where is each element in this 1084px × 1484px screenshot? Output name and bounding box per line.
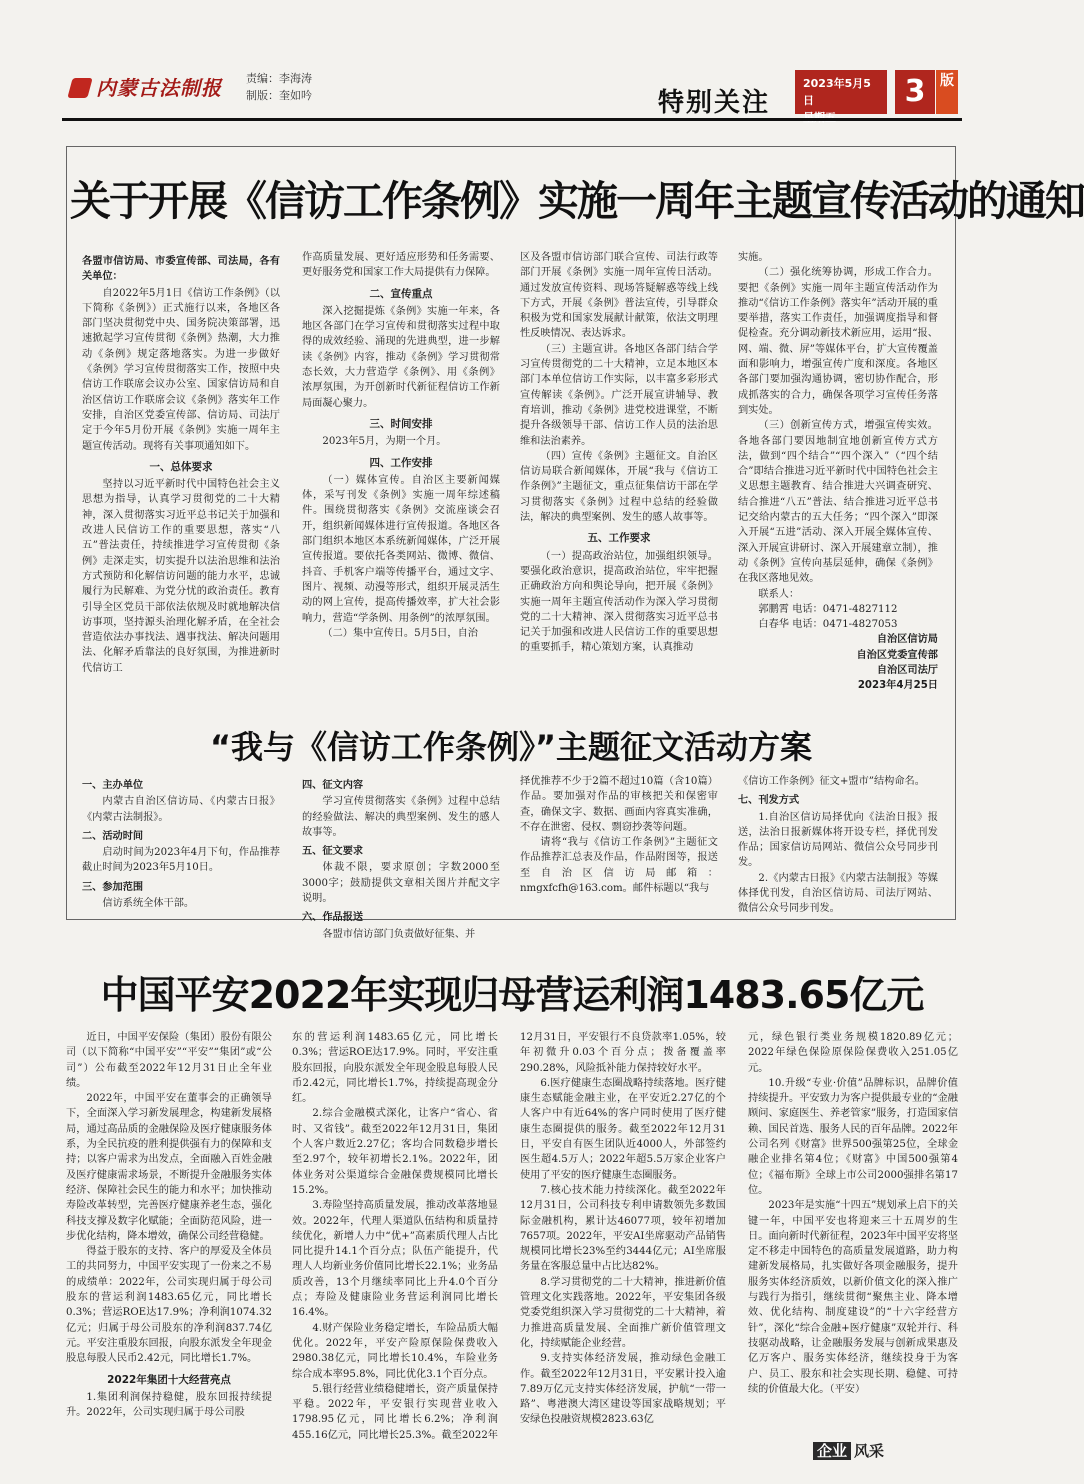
section-heading: 四、工作安排: [369, 456, 433, 469]
paragraph: （一）媒体宣传。自治区主要新闻媒体，采写刊发《条例》实施一周年综述稿件。围绕贯彻落实《条例》交流座谈会召开，组织新闻媒体进行宣传报道。各地区各部门组织本地区本系统新闻媒体，广泛开展宣传报道。要依托各类网站、微博、微信、抖音、手机客户端等传播平台，通过文字、图片、视频、动漫等形式，组织开展灵活生动的网上宣传，提高传播效率，扩大社会影响力，营造“学条例、用条例”的浓厚氛围。: [302, 474, 500, 624]
section-heading: 一、总体要求: [149, 460, 213, 473]
paragraph: 10.升级“专业·价值”品牌标识，品牌价值持续提升。平安致力为客户提供最专业的“金融顾问、家庭医生、养老管家”服务，打造国家信赖、国民首选、服务人民的百年品牌。2022年公司名列《财富》世界500强第25位，全球金融企业排名第4位；《财富》中国500强第4位；《福布斯》全球上市公司2000强排名第17位。: [748, 1077, 958, 1196]
section-heading: 四、征文内容: [302, 780, 364, 791]
paragraph: 郭鹏霄 电话：0471-4827112: [758, 603, 898, 615]
editor-credits: [246, 70, 312, 104]
section-heading: 五、工作要求: [587, 532, 651, 545]
paragraph: 东的营运利润1483.65亿元，同比增长0.3%；营运ROE达17.9%。同时，平安注重股东回报，向股东派发全年现金股息每股人民币2.42元，同比增长1.7%，持续提高现金分红。: [292, 1032, 498, 1105]
notice-column-1: [82, 250, 280, 702]
paragraph: 2023年是实施“十四五”规划承上启下的关键一年，中国平安也将迎来三十五周岁的生日。面向新时代新征程，2023年中国平安将坚定不移走中国特色的高质量发展道路，助力构建新发展格局，扎实做好各项金融服务，提升服务实体经济质效，以新价值文化的深入推广与践行为指引，继续贯彻“聚焦主业、降本增效、优化结构、制度建设”的“十六字经营方针”，深化“综合金融+医疗健康”双轮并行、科技驱动战略，让金融服务发展与创新成果惠及亿万客户、服务实体经济，继续投身于为客户、员工、股东和社会实现长期、稳健、可持续的价值最大化。（平安）: [748, 1200, 958, 1395]
section-heading: 七、刊发方式: [738, 795, 800, 807]
section-heading: 三、参加范围: [82, 881, 144, 893]
pingan-column-1: [66, 1030, 272, 1436]
notice-column-2: [302, 250, 500, 702]
editor-name: 责编：李海涛: [246, 72, 312, 85]
paragraph: 5.银行经营业绩稳健增长，资产质量保持平稳。2022年，平安银行实现营业收入1798.95亿元，同比增长6.2%；净利润455.16亿元，同比增长25.3%。截至2022年: [292, 1383, 498, 1441]
paragraph: 2.《内蒙古日报》《内蒙古法制报》等媒体择优刊发，自治区信访局、司法厅网站、微信公众号同步刊发。: [738, 872, 938, 915]
paragraph: 联系人：: [758, 588, 800, 600]
section-heading: 二、活动时间: [82, 830, 144, 842]
issue-date: 2023年5月5日: [803, 77, 871, 107]
paragraph: （二）集中宣传日。5月5日，自治: [322, 627, 478, 639]
section-heading: 六、作品报送: [302, 912, 364, 924]
paragraph: 9.支持实体经济发展，推动绿色金融工作。截至2022年12月31日，平安累计投入逾7.89万亿元支持实体经济发展，护航“一带一路”、粤港澳大湾区建设等国家战略规划；平安绿色投融资规模2823.63亿: [520, 1353, 726, 1426]
enterprise-showcase-logo: [813, 1440, 884, 1461]
paragraph: 作高质量发展、更好适应形势和任务需要、更好服务党和国家工作大局提供有力保障。: [302, 252, 500, 279]
paragraph: 2023年5月，为期一个月。: [322, 436, 447, 448]
section-heading: 三、时间安排: [369, 417, 433, 430]
paragraph: 自2022年5月1日《信访工作条例》（以下简称《条例》）正式施行以来，各地区各部门坚决贯彻党中央、国务院决策部署，迅速掀起学习宣传贯彻《条例》热潮，大力推动《条例》规定落地落实。为进一步做好《条例》学习宣传贯彻落实工作，按照中央信访工作联席会议办公室、国家信访局和自治区信访工作联席会议《条例》落实年工作安排，自治区党委宣传部、信访局、司法厅定于今年5月份开展《条例》实施一周年主题宣传活动。现将有关事项通知如下。: [82, 287, 280, 452]
date-box: [795, 70, 887, 114]
paragraph: 坚持以习近平新时代中国特色社会主义思想为指导，认真学习贯彻党的二十大精神，深入贯彻落实习近平总书记关于加强和改进人民信访工作的重要思想，落实“八五”普法责任，持续推进学习宣传贯彻《条例》走深走实，切实提升以法治思维和法治方式预防和化解信访问题的能力水平，忠诚履行为民解难、为党分忧的政治责任。教育引导全区党员干部依法依规及时就地解决信访事项，坚持源头治理化解矛盾，在全社会营造依法办事找法、遇事找法、解决问题用法、化解矛盾靠法的良好氛围，为推进新时代信访工: [82, 479, 280, 674]
signature-line: 2023年4月25日: [857, 680, 938, 692]
paragraph: 7.核心技术能力持续深化。截至2022年12月31日，公司科技专利申请数领先多数国际金融机构，累计达46077项，较年初增加7657项。2022年，平安AI坐席驱动产品销售规模同比增长23%至约3444亿元；AI坐席服务量在客服总量中占比达82%。: [520, 1184, 726, 1273]
paragraph: 近日，中国平安保险（集团）股份有限公司（以下简称“中国平安”“平安”“集团”或“公司”）公布截至2022年12月31日止全年业绩。: [66, 1032, 272, 1089]
paragraph: 《信访工作条例》征文+盟市”结构命名。: [738, 776, 925, 787]
section-heading: 五、征文要求: [302, 846, 364, 858]
paragraph: 得益于股东的支持、客户的厚爱及全体员工的共同努力，中国平安实现了一份来之不易的成绩单：2022年，公司实现归属于母公司股东的营运利润1483.65亿元，同比增长0.3%；营运ROE达17.9%；净利润1074.32亿元；归属于母公司股东的净利润837.74亿元。平安注重股东回报，向股东派发全年现金股息每股人民币2.42元，同比增长1.7%。: [66, 1246, 272, 1365]
essay-column-3: [520, 774, 718, 914]
newspaper-logo: [70, 72, 222, 101]
footer-label: 风采: [854, 1442, 885, 1460]
paragraph: 8.学习贯彻党的二十大精神，推进新价值管理文化实践落地。2022年，平安集团各级党委党组织深入学习贯彻党的二十大精神，着力推进高质量发展、全面推广新价值管理文化，持续赋能企业经营。: [520, 1276, 726, 1349]
page-header: [0, 0, 1024, 118]
notice-headline: 关于开展《信访工作条例》实施一周年主题宣传活动的通知: [70, 177, 1084, 225]
paragraph: 2.综合金融模式深化，让客户“省心、省时、又省钱”。截至2022年12月31日，集团个人客户数近2.27亿；客均合同数稳步增长至2.97个，较年初增长2.1%。2022年，团体业务对公渠道综合金融保费规模同比增长15.2%。: [292, 1108, 498, 1196]
logo-text: 内蒙古法制报: [96, 76, 222, 100]
paragraph: 学习宣传贯彻落实《条例》过程中总结的经验做法、解决的典型案例、发生的感人故事等。: [302, 796, 500, 838]
signature-line: 自治区信访局: [876, 634, 938, 646]
section-heading: 各盟市信访局、市委宣传部、司法局，各有关单位：: [82, 256, 280, 283]
paragraph: （一）提高政治站位，加强组织领导。要强化政治意识，提高政治站位，牢牢把握正确政治方向和舆论导向，把开展《条例》实施一周年主题宣传活动作为深入学习贯彻党的二十大精神、深入贯彻落实习近平总书记关于加强和改进人民信访工作的重要思想的重要抓手，精心策划方案，认真推动: [520, 550, 718, 654]
footer-badge: 企业: [813, 1442, 851, 1460]
notice-column-3: [520, 250, 718, 702]
paragraph: 区及各盟市信访部门联合宣传、司法行政等部门开展《条例》实施一周年宣传日活动。通过发放宣传资料、现场答疑解惑等线上线下方式，开展《条例》普法宣传，引导群众积极为党和国家发展献计献策，依法文明理性反映情况、表达诉求。: [520, 252, 718, 340]
paragraph: 内蒙古自治区信访局、《内蒙古日报》《内蒙古法制报》。: [82, 796, 280, 823]
logo-mark-icon: [67, 78, 92, 98]
paragraph: 择优推荐不少于2篇不超过10篇（含10篇）作品。要加强对作品的审核把关和保密审查，确保文字、数据、画面内容真实准确，不存在泄密、侵权、剽窃抄袭等问题。: [520, 776, 718, 833]
paragraph: 各盟市信访部门负责做好征集、并: [322, 928, 476, 940]
signature-line: 自治区党委宣传部: [856, 649, 938, 661]
signature-line: 自治区司法厅: [876, 665, 938, 677]
paragraph: 6.医疗健康生态圈战略持续落地。医疗健康生态赋能金融主业，在平安近2.27亿的个人客户中有近64%的客户同时使用了医疗健康生态圈提供的服务。截至2022年12月31日，平安自有医生团队近4000人，外部签约医生超4.5万人；2022年超5.5万家企业客户使用了平安的医疗健康生态圈服务。: [520, 1077, 726, 1181]
paragraph: 深入挖掘提炼《条例》实施一年来，各地区各部门在学习宣传和贯彻落实过程中取得的成效经验、涌现的先进典型，进一步解读《条例》内容，推动《条例》学习贯彻常态长效，大力营造学《条例》、用《条例》浓厚氛围，为开创新时代新征程信访工作新局面凝心聚力。: [302, 305, 500, 409]
page-number: 3: [895, 70, 935, 114]
paragraph: 实施。: [738, 252, 769, 263]
essay-column-2: [302, 774, 500, 940]
paragraph: 请将“我与《信访工作条例》”主题征文作品推荐汇总表及作品，作品附图等，报送至自治区信访局邮箱：nmgxfcfh@163.com。邮件标题以“我与: [520, 837, 718, 895]
designer-name: 制版：奎如吟: [246, 89, 312, 102]
paragraph: （二）强化统筹协调，形成工作合力。要把《条例》实施一周年主题宣传活动作为推动“《信访工作条例》落实年”活动开展的重要举措，落实工作责任，加强调度指导和督促检查。充分调动新技术新应用，运用“报、网、端、微、屏”等媒体平台，扩大宣传覆盖面和影响力，增强宣传广度和深度。各地区各部门要加强沟通协调，密切协作配合，形成抓落实的合力，确保各项学习宣传任务落到实处。: [738, 267, 938, 416]
paragraph: 4.财产保险业务稳定增长，车险品质大幅优化。2022年，平安产险原保险保费收入2980.38亿元，同比增长10.4%，车险业务综合成本率95.8%，同比优化3.1个百分点。: [292, 1322, 498, 1380]
paragraph: 元，绿色银行类业务规模1820.89亿元；2022年绿色保险原保险保费收入251.05亿元。: [748, 1032, 958, 1074]
paragraph: （四）宣传《条例》主题征文。自治区信访局联合新闻媒体，开展“我与《信访工作条例》”主题征文，重点征集信访干部在学习贯彻落实《条例》过程中总结的经验做法，解决的典型案例、发生的感人故事等。: [520, 450, 718, 524]
essay-plan-headline: “我与《信访工作条例》”主题征文活动方案: [209, 728, 813, 766]
notice-column-4: [738, 250, 938, 702]
paragraph: 1.集团利润保持稳健，股东回报持续提升。2022年，公司实现归属于母公司股: [66, 1391, 272, 1419]
pingan-column-4: [748, 1030, 958, 1436]
paragraph: 12月31日，平安银行不良贷款率1.05%，较年初微升0.03个百分点；拨备覆盖率290.28%，风险抵补能力保持较好水平。: [520, 1032, 726, 1074]
paragraph: 启动时间为2023年4月下旬，作品推荐截止时间为2023年5月10日。: [82, 847, 280, 874]
paragraph: 2022年，中国平安在董事会的正确领导下，全面深入学习新发展理念，构建新发展格局，通过高品质的金融保险及医疗健康服务体系，为全民抗疫的胜利提供强有力的保障和支持；以客户需求为出发点，全面融入百姓金融及医疗健康需求场景，不断提升金融服务实体经济、保障社会民生的能力和水平；加快推动寿险改革转型，完善医疗健康养老生态，强化科技支撑及数字化赋能；全面防范风险，进一步优化结构，降本增效，确保公司经营稳健。: [66, 1093, 272, 1242]
paragraph: 1.自治区信访局择优向《法治日报》报送，法治日报新媒体将开设专栏，择优刊发作品；国家信访局网站、微信公众号同步刊发。: [738, 811, 938, 869]
section-heading: 2022年集团十大经营亮点: [107, 1373, 231, 1386]
paragraph: 3.寿险坚持高质量发展，推动改革落地显效。2022年，代理人渠道队伍结构和质量持续优化，新增人力中“优+”高素质代理人占比同比提升14.1个百分点；队伍产能提升，代理人人均新业务价值同比增长22.1%；业务品质改善，13个月继续率同比上升4.0个百分点；寿险及健康险业务营运利润同比增长16.4%。: [292, 1200, 498, 1319]
paragraph: 信访系统全体干部。: [102, 898, 195, 910]
essay-column-1: [82, 774, 280, 914]
paragraph: 白春华 电话：0471-4827053: [758, 619, 898, 631]
page-tag: 版: [936, 70, 958, 114]
pingan-column-3: [520, 1030, 726, 1436]
pingan-headline: 中国平安2022年实现归母营运利润1483.65亿元: [100, 973, 924, 1017]
paragraph: （三）主题宣讲。各地区各部门结合学习宣传贯彻党的二十大精神，立足本地区本部门本单位信访工作实际，以丰富多彩形式宣传解读《条例》。广泛开展宣讲辅导、教育培训，推动《条例》进党校进课堂，不断提升各级领导干部、信访工作人员的法治思维和法治素养。: [520, 343, 718, 447]
paragraph: （三）创新宣传方式，增强宣传实效。各地各部门要因地制宜地创新宣传方式方法，做到“四个结合”“四个深入”（“四个结合”即结合推进习近平新时代中国特色社会主义思想主题教育、结合推进大兴调查研究、结合推进“八五”普法、结合推进习近平总书记交给内蒙古的五大任务；“四个深入”即深入开展“五进”活动、深入开展全媒体宣传、深入开展宣讲研讨、深入开展建章立制），推动《条例》宣传向基层延伸，确保《条例》在我区落地见效。: [738, 420, 938, 585]
section-heading: 二、宣传重点: [369, 287, 433, 300]
section-heading: 一、主办单位: [82, 780, 144, 791]
header-rule: [62, 118, 962, 121]
essay-column-4: [738, 774, 938, 914]
section-title: 特别关注: [658, 88, 771, 118]
paragraph: 体裁不限，要求原创；字数2000至3000字；鼓励提供文章相关图片并配文字说明。: [302, 862, 500, 905]
pingan-column-2: [292, 1030, 498, 1441]
